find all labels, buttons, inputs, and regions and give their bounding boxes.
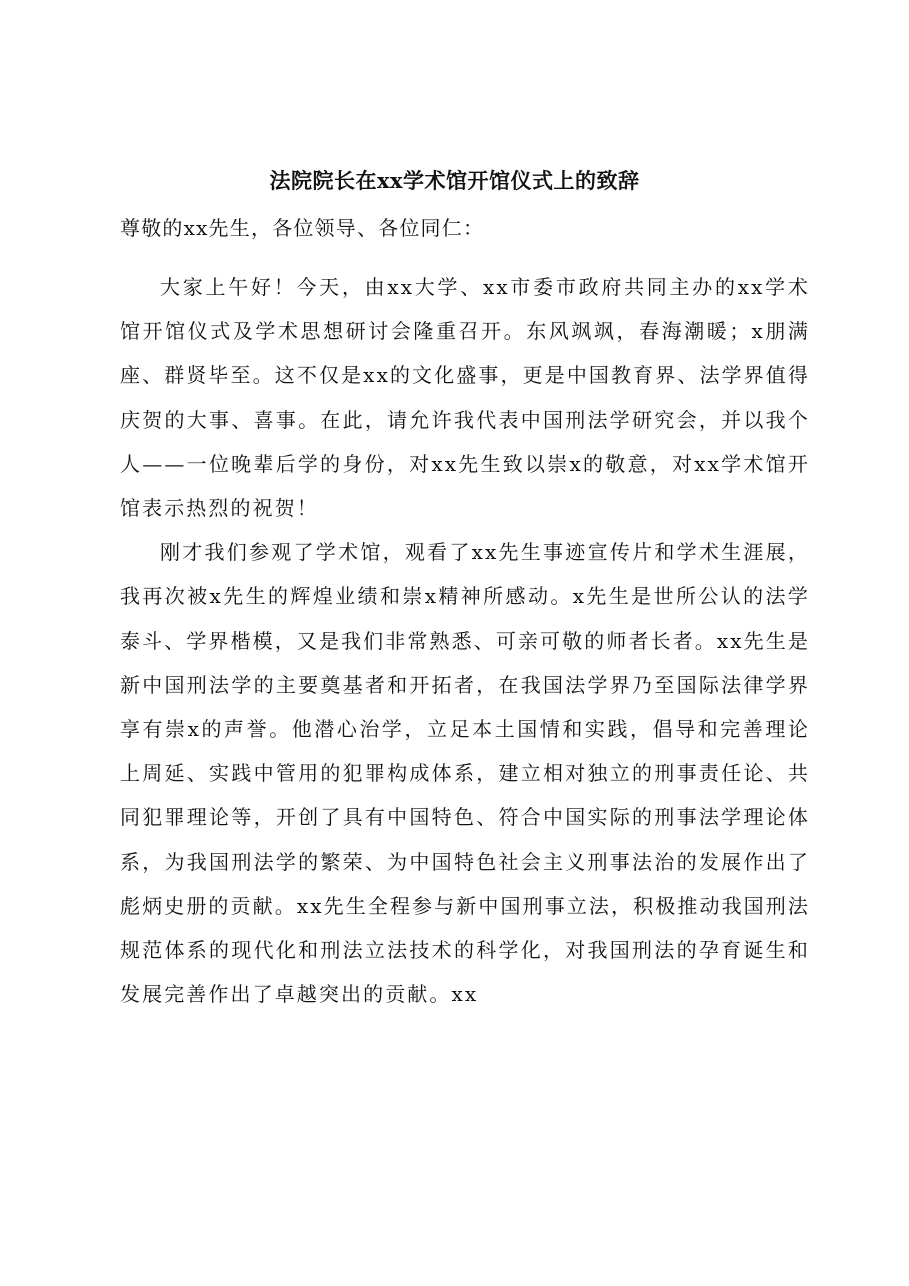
paragraph-1: 大家上午好！今天，由xx大学、xx市委市政府共同主办的xx学术馆开馆仪式及学术思想研讨会隆重召开。东风飒飒，春海潮暖；x朋满座、群贤毕至。这不仅是xx的文化盛事，更是中国教育界、法学界值得庆贺的大事、喜事。在此，请允许我代表中国刑法学研究会，并以我个人——一位晚辈后学的身份，对xx先生致以崇x的敬意，对xx学术馆开馆表示热烈的祝贺！ [120, 275, 810, 521]
salutation: 尊敬的xx先生，各位领导、各位同仁： [120, 216, 485, 240]
document-title: 法院院长在xx学术馆开馆仪式上的致辞 [269, 168, 640, 193]
paragraph-2: 刚才我们参观了学术馆，观看了xx先生事迹宣传片和学术生涯展，我再次被x先生的辉煌业绩和崇x精神所感动。x先生是世所公认的法学泰斗、学界楷模，又是我们非常熟悉、可亲可敬的师者长者。xx先生是新中国刑法学的主要奠基者和开拓者，在我国法学界乃至国际法律学界享有崇x的声誉。他潜心治学，立足本土国情和实践，倡导和完善理论上周延、实践中管用的犯罪构成体系，建立相对独立的刑事责任论、共同犯罪理论等，开创了具有中国特色、符合中国实际的刑事法学理论体系，为我国刑法学的繁荣、为中国特色社会主义刑事法治的发展作出了彪炳史册的贡献。xx先生全程参与新中国刑事立法，积极推动我国刑法规范体系的现代化和刑法立法技术的科学化，对我国刑法的孕育诞生和发展完善作出了卓越突出的贡献。xx [120, 540, 810, 1007]
document-body [120, 265, 810, 1016]
